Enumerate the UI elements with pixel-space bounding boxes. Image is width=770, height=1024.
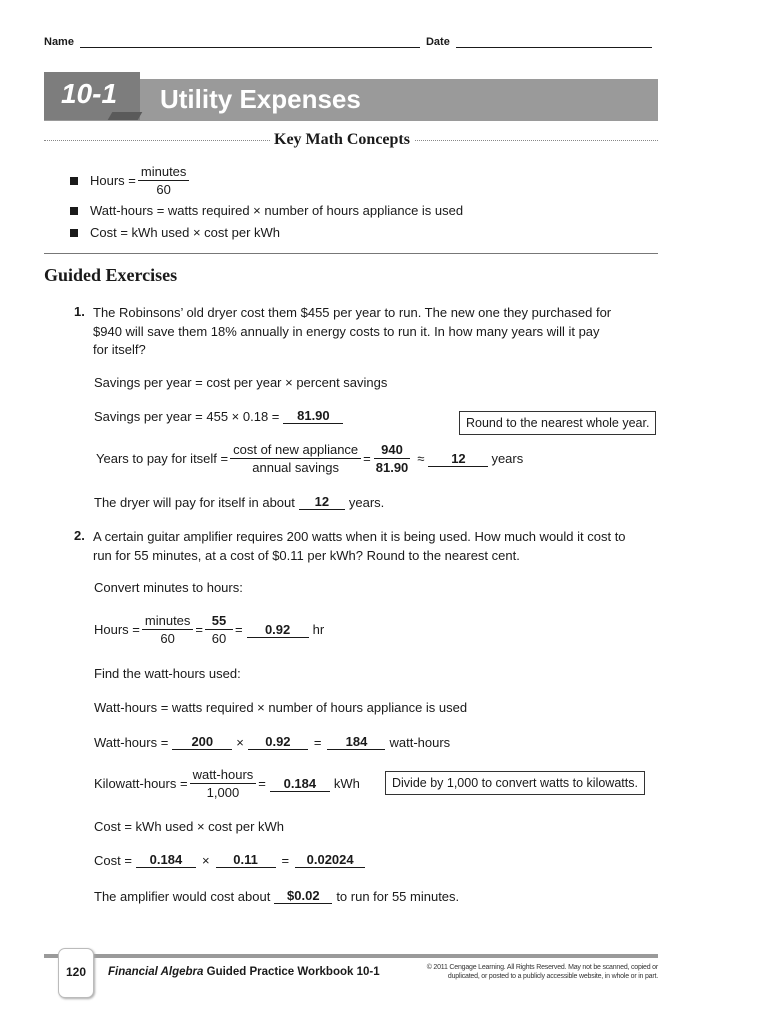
ex2-wh-result[interactable]: 184 xyxy=(327,734,385,750)
ex1-savings-answer[interactable]: 81.90 xyxy=(283,408,343,424)
concept-watt-hours: Watt-hours = watts required × number of hours appliance is used xyxy=(70,203,463,218)
book-title: Financial Algebra Guided Practice Workbook 10-1 xyxy=(108,966,380,978)
ex2-cost-b[interactable]: 0.11 xyxy=(216,852,276,868)
ex2-wh-b[interactable]: 0.92 xyxy=(248,734,308,750)
ex2-kwh-answer[interactable]: 0.184 xyxy=(270,776,330,792)
lesson-number-box xyxy=(44,72,140,120)
ex2-hours-fraction: $\frac{\text{minutes}}{60}$ xyxy=(142,613,194,646)
ex2-cost-result[interactable]: 0.02024 xyxy=(295,852,365,868)
ex1-values-fraction[interactable]: $\frac{940}{81.90}$ xyxy=(375,442,409,475)
ex1-conclusion-answer[interactable]: 12 xyxy=(299,494,345,510)
round-note-box: Round to the nearest whole year. xyxy=(459,411,656,435)
ex2-kwh-fraction: $\frac{\text{watt-hours}}{1,000}$ xyxy=(190,767,257,800)
ex2-conclusion: The amplifier would cost about $0.02 to run for 55 minutes. xyxy=(94,888,460,904)
concepts-heading: Key Math Concepts xyxy=(270,131,414,149)
page-number-box xyxy=(58,948,94,998)
ex2-wh-calc: Watt-hours = 200 × 0.92 = 184 watt-hours xyxy=(94,734,451,750)
ex1-savings-calc: Savings per year = 455 × 0.18 = 81.90 xyxy=(94,408,343,424)
ex1-savings-formula: Savings per year = cost per year × percent savings xyxy=(94,375,388,390)
ex2-values-fraction[interactable]: $\frac{55}{60}$ xyxy=(205,613,233,646)
name-date-header xyxy=(44,36,652,48)
exercise-2-number: 2. xyxy=(74,528,85,543)
ex2-find-label: Find the watt-hours used: xyxy=(94,666,241,681)
lesson-tab-shadow xyxy=(108,112,143,120)
exercise-1-prompt: The Robinsons’ old dryer cost them $455 per year to run. The new one they purchased for $940 will save them 18% annually in energy costs to run it. In how many years will it pay for itself? xyxy=(93,305,612,357)
ex2-cost-a[interactable]: 0.184 xyxy=(136,852,196,868)
name-label: Name xyxy=(44,36,74,48)
bullet-icon xyxy=(70,229,78,237)
concept-cost: Cost = kWh used × cost per kWh xyxy=(70,225,280,240)
ex2-kwh-calc: Kilowatt-hours = $\frac{\text{watt-hours}}{1,000}$ = 0.184 kWh xyxy=(94,767,360,800)
ex2-wh-formula: Watt-hours = watts required × number of hours appliance is used xyxy=(94,700,468,715)
guided-heading: Guided Exercises xyxy=(44,265,178,285)
ex1-years-fraction: $\frac{\text{cost of new appliance}}{\text{annual savings}}$ xyxy=(230,442,361,475)
ex2-conclusion-answer[interactable]: $0.02 xyxy=(274,888,332,904)
page-title: Utility Expenses xyxy=(160,84,361,114)
date-label: Date xyxy=(425,36,450,48)
ex2-cost-calc: Cost = 0.184 × 0.11 = 0.02024 xyxy=(94,852,365,868)
lesson-number: 10-1 xyxy=(60,78,118,109)
exercise-1-number: 1. xyxy=(74,304,85,319)
hours-fraction: $\frac{\text{minutes}}{60}$ xyxy=(138,164,190,197)
ex2-hours-calc: Hours = $\frac{\text{minutes}}{60}$ = $\frac{55}{60}$ = 0.92 hr xyxy=(94,613,325,646)
ex2-hours-answer[interactable]: 0.92 xyxy=(247,622,309,638)
ex2-wh-a[interactable]: 200 xyxy=(172,734,232,750)
copyright: © 2011 Cengage Learning. All Rights Reserved. May not be scanned, copied or duplicated, or posted to a publicly accessible website, in whole or in part. xyxy=(426,964,658,980)
ex1-conclusion: The dryer will pay for itself in about 12 years. xyxy=(94,494,385,510)
footer-rule xyxy=(44,954,658,958)
name-line[interactable] xyxy=(80,37,420,48)
page-number: 120 xyxy=(65,965,87,979)
ex1-years-calc: Years to pay for itself = $\frac{\text{cost of new appliance}}{\text{annual savings}}$ = $\frac{940}{81.90}$ ≈ 12 years xyxy=(96,442,524,475)
concept-hours: Hours = $\frac{\text{minutes}}{60}$ xyxy=(70,164,191,197)
divide-note-box: Divide by 1,000 to convert watts to kilowatts. xyxy=(385,771,645,795)
ex2-cost-formula: Cost = kWh used × cost per kWh xyxy=(94,819,285,834)
date-line[interactable] xyxy=(456,37,652,48)
ex2-convert-label: Convert minutes to hours: xyxy=(94,580,243,595)
bullet-icon xyxy=(70,207,78,215)
concepts-bottom-rule xyxy=(44,253,658,254)
exercise-2-prompt: A certain guitar amplifier requires 200 watts when it is being used. How much would it cost to run for 55 minutes, at a cost of $0.11 per kWh? Round to the nearest cent. xyxy=(93,529,626,563)
ex1-years-answer[interactable]: 12 xyxy=(428,451,488,467)
bullet-icon xyxy=(70,177,78,185)
